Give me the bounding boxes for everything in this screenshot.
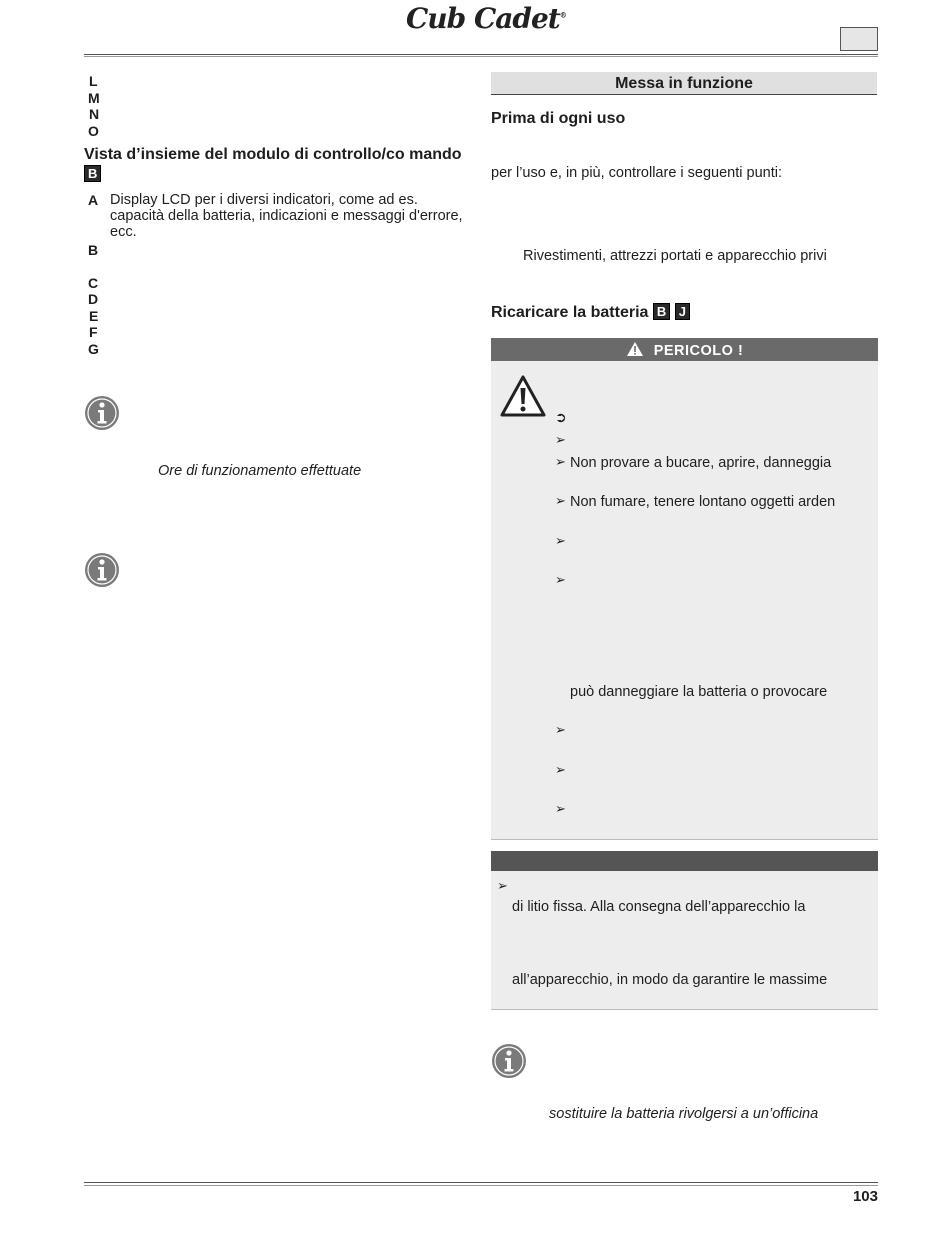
info-icon (491, 1043, 527, 1079)
note-text-1: di litio fissa. Alla consegna dell’apparecchio la (512, 899, 806, 915)
item-key-e: E (89, 308, 99, 324)
item-text-a: Display LCD per i diversi indicatori, come ad es. capacità della batteria, indicazioni e messaggi d'errore, ecc. (110, 192, 463, 240)
footer-rule (84, 1182, 878, 1183)
danger-bullet-3: Non fumare, tenere lontano oggetti arden (570, 494, 836, 510)
item-key-b: B (88, 242, 99, 258)
note-text-2: all’apparecchio, in modo da garantire le massime (512, 972, 828, 988)
note-body (491, 871, 878, 1010)
language-tab-box (840, 27, 878, 51)
legend-letter-m: M (88, 90, 100, 106)
warning-triangle-icon (626, 341, 644, 357)
item-key-f: F (89, 324, 98, 340)
item-key-g: G (88, 341, 99, 357)
bullet-arrow-icon: ➢ (555, 534, 566, 549)
before-use-text: per l’uso e, in più, controllare i seguenti punti: (491, 165, 782, 181)
bullet-arrow-icon: ➢ (555, 494, 566, 509)
danger-middle-text: può danneggiare la batteria o provocare (570, 684, 828, 700)
battery-replace-note: sostituire la batteria rivolgersi a un’officina (549, 1106, 819, 1122)
figure-badge-j: J (675, 303, 690, 320)
header-rule (84, 54, 878, 55)
danger-warning-icon (499, 374, 547, 418)
legend-letter-o: O (88, 123, 99, 139)
before-use-text-2: Rivestimenti, attrezzi portati e apparecchio privi (523, 248, 827, 264)
control-module-heading: Vista d’insieme del modulo di controllo/co mando B (84, 146, 462, 181)
page-number: 103 (852, 1188, 878, 1205)
figure-badge-b: B (84, 165, 101, 182)
header-rule-secondary (84, 56, 878, 57)
figure-badge-b: B (653, 303, 670, 320)
cub-cadet-logo: Cub Cadet® (406, 2, 566, 35)
item-key-d: D (88, 291, 99, 307)
item-key-c: C (88, 275, 99, 291)
danger-bullet-2: Non provare a bucare, aprire, danneggia (570, 455, 832, 471)
info-icon (84, 395, 120, 431)
bullet-arrow-icon: ➢ (555, 573, 566, 588)
footer-rule-secondary (84, 1185, 878, 1186)
info-icon (84, 552, 120, 588)
danger-header: PERICOLO ! (491, 338, 878, 361)
bullet-arrow-icon: ➢ (497, 879, 508, 894)
bullet-arrow-icon: ➢ (555, 763, 566, 778)
section-title-bar: Messa in funzione (491, 72, 877, 95)
item-key-a: A (88, 192, 99, 208)
bullet-arrow-icon: ➢ (555, 802, 566, 817)
danger-body (491, 361, 878, 840)
circle-arrow-icon: ➲ (555, 410, 567, 426)
bullet-arrow-icon: ➢ (555, 455, 566, 470)
charge-battery-heading: Ricaricare la batteria B J (491, 303, 690, 322)
legend-letter-n: N (89, 106, 100, 122)
operating-hours-note: Ore di funzionamento effettuate (158, 463, 362, 479)
before-use-heading: Prima di ogni uso (491, 110, 626, 127)
bullet-arrow-icon: ➢ (555, 723, 566, 738)
legend-letter-l: L (89, 73, 98, 89)
note-header (491, 851, 878, 871)
bullet-arrow-icon: ➢ (555, 433, 566, 448)
